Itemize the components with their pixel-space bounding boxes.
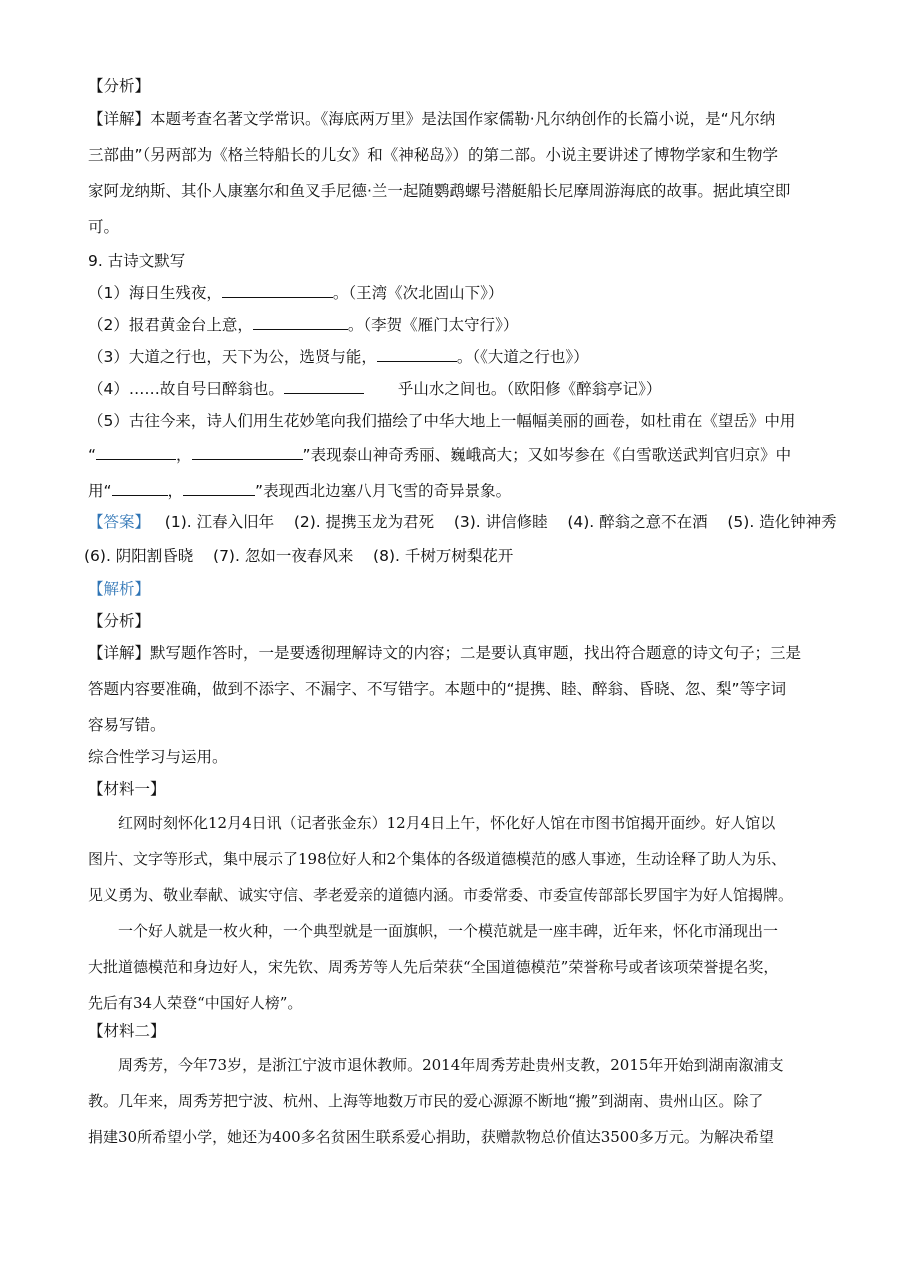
answer-blank: [183, 481, 255, 496]
material-2-title: 【材料二】: [88, 1022, 166, 1040]
answer-label: 【答案】: [88, 513, 151, 531]
material-1-text: 图片、文字等形式，集中展示了198位好人和2个集体的各级道德模范的感人事迹，生动诠释了助人为乐、: [88, 850, 787, 868]
question-item-4: （4）……故自号曰醉翁也。 乎山水之间也。（欧阳修《醉翁亭记》）: [88, 380, 662, 398]
question-item-3: （3）大道之行也，天下为公，选贤与能， 。（《大道之行也》）: [88, 348, 589, 366]
material-1-title: 【材料一】: [88, 780, 166, 798]
material-2-text: 周秀芳，今年73岁，是浙江宁波市退休教师。2014年周秀芳赴贵州支教，2015年开始到湖南溆浦支: [118, 1056, 784, 1074]
answer-blank: [96, 445, 176, 460]
answer-blank: [377, 347, 457, 362]
detail-line: 家阿龙纳斯、其仆人康塞尔和鱼叉手尼德·兰一起随鹦鹉螺号潜艇船长尼摩周游海底的故事。据此填空即: [88, 182, 791, 200]
analysis-label: 【解析】: [88, 580, 151, 598]
section-title: 综合性学习与运用。: [88, 748, 228, 766]
analysis-heading: 【分析】: [88, 612, 151, 630]
question-item-5-line3: 用“ ， ”表现西北边塞八月飞雪的奇异景象。: [88, 482, 512, 500]
material-1-text: 红网时刻怀化12月4日讯（记者张金东）12月4日上午，怀化好人馆在市图书馆揭开面纱。好人馆以: [118, 814, 776, 832]
answer-line: (6). 阴阳割昏晓 (7). 忽如一夜春风来 (8). 千树万树梨花开: [84, 547, 514, 565]
detail-line: 【详解】本题考查名著文学常识。《海底两万里》是法国作家儒勒·凡尔纳创作的长篇小说，是“凡尔纳: [88, 110, 776, 128]
answer-blank: [192, 445, 303, 460]
question-9-title: 9. 古诗文默写: [88, 252, 186, 270]
answer-blank: [284, 379, 364, 394]
answer-line: 【答案】 (1). 江春入旧年 (2). 提携玉龙为君死 (3). 讲信修睦 (4). 醉翁之意不在酒 (5). 造化钟神秀: [88, 513, 837, 531]
material-1-text: 见义勇为、敬业奉献、诚实守信、孝老爱亲的道德内涵。市委常委、市委宣传部部长罗国宇为好人馆揭牌。: [88, 886, 794, 904]
question-item-1: （1）海日生残夜， 。（王湾《次北固山下》）: [88, 284, 504, 302]
detail-line: 可。: [88, 218, 120, 236]
question-item-2: （2）报君黄金台上意， 。（李贺《雁门太守行》）: [88, 316, 519, 334]
material-1-text: 大批道德模范和身边好人，宋先钦、周秀芳等人先后荣获“全国道德模范”荣誉称号或者该项荣誉提名奖，: [88, 958, 779, 976]
detail-line: 容易写错。: [88, 716, 166, 734]
material-1-text: 一个好人就是一枚火种，一个典型就是一面旗帜，一个模范就是一座丰碑，近年来，怀化市涌现出一: [118, 922, 779, 940]
detail-line: 【详解】默写题作答时，一是要透彻理解诗文的内容；二是要认真审题，找出符合题意的诗文句子；三是: [88, 644, 802, 662]
analysis-heading: 【分析】: [88, 77, 151, 95]
material-2-text: 捐建30所希望小学，她还为400多名贫困生联系爱心捐助，获赠款物总价值达3500多万元。为解决希望: [88, 1128, 774, 1146]
question-item-5-line2: “ ， ”表现泰山神奇秀丽、巍峨高大；又如岑参在《白雪歌送武判官归京》中: [88, 446, 792, 464]
question-item-5: （5）古往今来，诗人们用生花妙笔向我们描绘了中华大地上一幅幅美丽的画卷，如杜甫在《望岳》中用: [88, 412, 796, 430]
answer-blank: [253, 315, 348, 330]
material-1-text: 先后有34人荣登“中国好人榜”。: [88, 994, 303, 1012]
answer-blank: [112, 481, 168, 496]
detail-line: 答题内容要准确，做到不添字、不漏字、不写错字。本题中的“提携、睦、醉翁、昏晓、忽、梨”等字词: [88, 680, 787, 698]
material-2-text: 教。几年来，周秀芳把宁波、杭州、上海等地数万市民的爱心源源不断地“搬”到湖南、贵州山区。除了: [88, 1092, 764, 1110]
answer-blank: [222, 283, 333, 298]
detail-line: 三部曲”（另两部为《格兰特船长的儿女》和《神秘岛》）的第二部。小说主要讲述了博物学家和生物学: [88, 146, 779, 164]
